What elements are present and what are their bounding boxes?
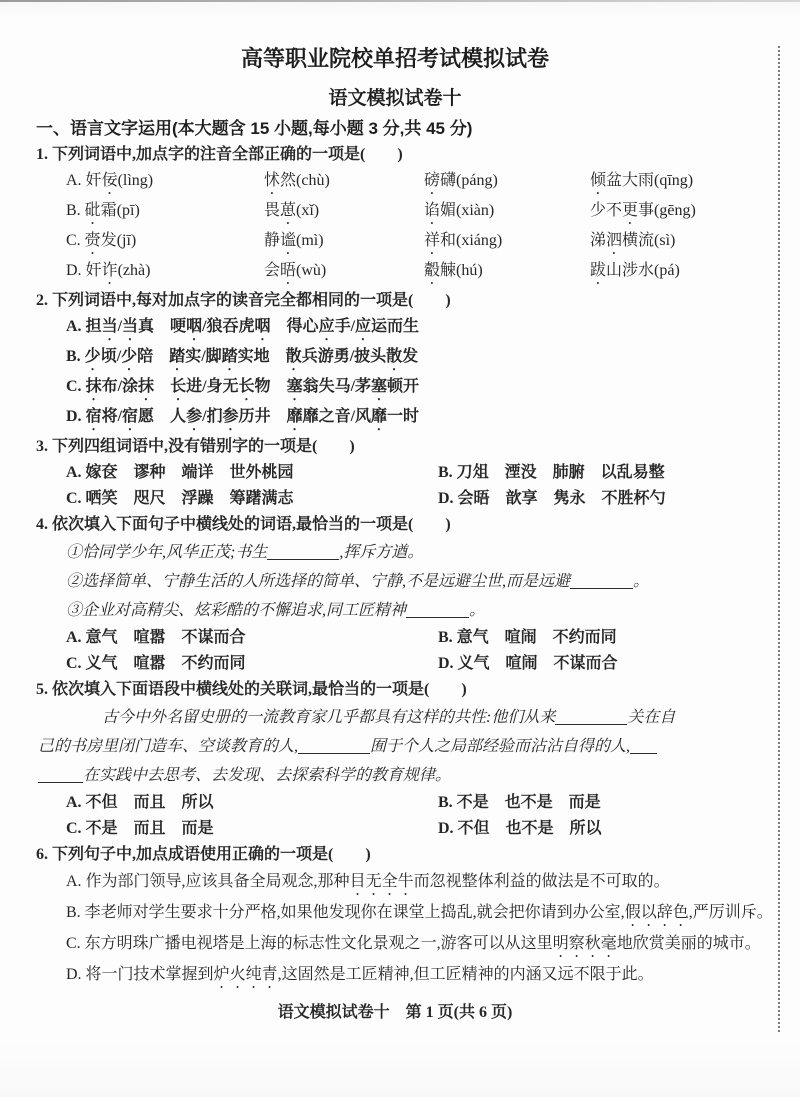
q3-row-cd (36, 486, 754, 512)
q1-row-b (36, 198, 754, 228)
q4-option-a: A. 意气 喧嚣 不谋而合 (66, 629, 246, 646)
q2-option-a: A. 担当/当真 哽咽/狼吞虎咽 得心应手/应运而生 (66, 318, 420, 335)
q5-option-b: B. 不是 也不是 而是 (438, 794, 601, 811)
q6-option-a: A. 作为部门领导,应该具备全局观念,那种目无全牛而忽视整体利益的做法是不可取的。 (66, 873, 670, 890)
q4-sentence-3: ③企业对高精尖、炫彩酷的不懈追求,同工匠精神 。 (66, 602, 486, 619)
q4-sentence-2: ②选择简单、宁静生活的人所选择的简单、宁静,不是远避尘世,而是远避 。 (66, 573, 650, 590)
paper-subtitle: 语文模拟试卷十 (328, 88, 462, 109)
q6-options (36, 868, 773, 992)
page-footer: 语文模拟试卷十 第 1 页(共 6 页) (277, 1004, 513, 1021)
q1-option-a-word-1: A. 奸佞(lìng) (66, 172, 154, 189)
q6-option-d: D. 将一门技术掌握到炉火纯青,这固然是工匠精神,但工匠精神的内涵又远不限于此。 (66, 966, 654, 983)
scan-top-edge-line (0, 0, 800, 2)
q4-items (36, 538, 754, 625)
q4-options (36, 625, 754, 677)
q1-option-d-word-1: D. 奸诈(zhà) (66, 262, 151, 279)
q4-row-ab (36, 625, 754, 651)
q2-option-c: C. 抹布/涂抹 长进/身无长物 塞翁失马/茅塞顿开 (66, 378, 420, 395)
q4-option-c: C. 义气 喧嚣 不约而同 (66, 655, 246, 672)
q1-option-d-word-4: 跋山涉水(pá) (590, 262, 680, 279)
q1-row-d (36, 258, 754, 288)
q1-option-c-word-2: 静谧(mì) (264, 232, 324, 249)
exam-title: 高等职业院校单招考试模拟试卷 (240, 46, 549, 71)
q6-option-c: C. 东方明珠广播电视塔是上海的标志性文化景观之一,游客可以从这里明察秋毫地欣赏美丽的城市。 (66, 935, 761, 952)
q5-row-ab (36, 790, 754, 816)
q2-options (36, 314, 754, 434)
q1-stem: 1. 下列词语中,加点字的注音全部正确的一项是( ) (36, 146, 403, 163)
q1-row-c (36, 228, 754, 258)
q5-paragraph (36, 703, 754, 790)
q5-row-cd (36, 816, 754, 842)
q5-paragraph-line-2: 己的书房里闭门造车、空谈教育的人, 囿于个人之局部经验而沾沾自得的人, (36, 732, 754, 761)
q1-option-b-word-4: 少不更事(gēng) (590, 202, 696, 219)
q4-sentence-1: ①恰同学少年,风华正茂;书生 ,挥斥方遒。 (66, 544, 424, 561)
q3-option-b: B. 刀俎 湮没 肺腑 以乱易整 (438, 464, 665, 481)
q1-option-c-word-3: 祥和(xiáng) (424, 232, 503, 249)
q5-option-a: A. 不但 而且 所以 (66, 794, 214, 811)
q6-option-b: B. 李老师对学生要求十分严格,如果他发现你在课堂上捣乱,就会把你请到办公室,假以辞色,严厉训斥。 (66, 904, 773, 921)
q3-option-a: A. 嫁奁 谬种 端详 世外桃园 (66, 464, 294, 481)
q4-option-b: B. 意气 喧闹 不约而同 (438, 629, 617, 646)
section-1-heading: 一、语言文字运用(本大题含 15 小题,每小题 3 分,共 45 分) (36, 119, 473, 138)
q4-option-d: D. 义气 喧闹 不谋而合 (438, 655, 618, 672)
q2-stem: 2. 下列词语中,每对加点字的读音完全都相同的一项是( ) (36, 292, 451, 309)
q1-option-a-word-4: 倾盆大雨(qīng) (590, 172, 694, 189)
q1-row-a (36, 168, 754, 198)
q5-stem: 5. 依次填入下面语段中横线处的关联词,最恰当的一项是( ) (36, 681, 467, 698)
q4-stem: 4. 依次填入下面句子中横线处的词语,最恰当的一项是( ) (36, 516, 451, 533)
q5-option-d: D. 不但 也不是 所以 (438, 820, 602, 837)
q1-option-b-word-2: 畏葸(xǐ) (264, 202, 320, 219)
q4-row-cd (36, 651, 754, 677)
q1-option-d-word-2: 会晤(wù) (264, 262, 327, 279)
q5-paragraph-line-3: 在实践中去思考、去发现、去探索科学的教育规律。 (36, 761, 754, 790)
q1-option-d-word-3: 觳觫(hú) (424, 262, 483, 279)
q1-option-c-word-1: C. 赍发(jī) (66, 232, 137, 249)
q1-option-a-word-2: 怵然(chù) (264, 172, 330, 189)
q3-stem: 3. 下列四组词语中,没有错别字的一项是( ) (36, 438, 355, 455)
q3-option-d: D. 会晤 歆享 隽永 不胜杯勺 (438, 490, 666, 507)
q1-option-a-word-3: 磅礴(páng) (424, 172, 498, 189)
exam-content (36, 44, 773, 1026)
q3-options (36, 460, 754, 512)
q5-option-c: C. 不是 而且 而是 (66, 820, 214, 837)
q2-option-d: D. 宿将/宿愿 人参/扪参历井 靡靡之音/风靡一时 (66, 408, 420, 425)
q3-option-c: C. 哂笑 咫尺 浮躁 筹躇满志 (66, 490, 294, 507)
q1-options (36, 168, 754, 288)
q5-options (36, 790, 754, 842)
q1-option-b-word-1: B. 砒霜(pī) (66, 202, 140, 219)
q1-option-c-word-4: 涕泗横流(sì) (590, 232, 676, 249)
q2-option-b: B. 少顷/少陪 踏实/脚踏实地 散兵游勇/披头散发 (66, 348, 419, 365)
q6-stem: 6. 下列句子中,加点成语使用正确的一项是( ) (36, 846, 371, 863)
q1-option-b-word-3: 谄媚(xiàn) (424, 202, 495, 219)
q3-row-ab (36, 460, 754, 486)
q5-paragraph-line-1: 古今中外名留史册的一流教育家几乎都具有这样的共性:他们从来 关在自 (102, 709, 676, 726)
